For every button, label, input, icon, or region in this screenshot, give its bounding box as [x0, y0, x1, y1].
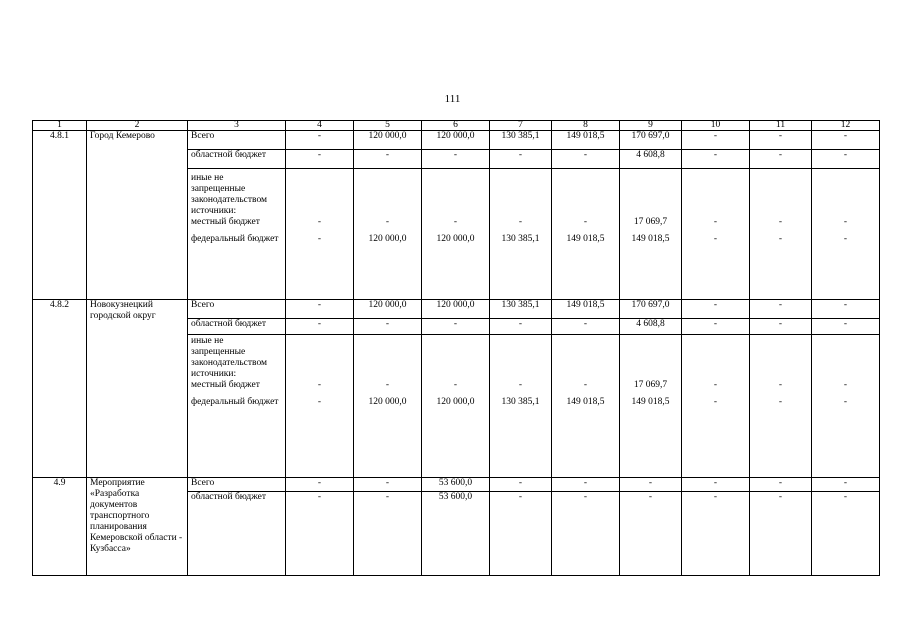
source-line: источники:: [191, 206, 237, 216]
value-cell: [812, 335, 880, 478]
value-cell: [286, 169, 354, 300]
value-cell: [750, 169, 812, 300]
value: -: [713, 217, 718, 227]
value-cell: -: [812, 300, 880, 319]
value: -: [453, 380, 458, 390]
value-cell: [286, 335, 354, 478]
value-cell: -: [620, 492, 682, 576]
value-cell: 4 608,8: [620, 319, 682, 335]
value-cell: -: [812, 319, 880, 335]
value-cell: -: [286, 131, 354, 150]
source-cell: [188, 169, 286, 300]
value-cell: -: [682, 300, 750, 319]
value-cell: 120 000,0: [422, 300, 490, 319]
value: -: [713, 397, 718, 407]
value-cell: 149 018,5: [552, 131, 620, 150]
source-line: запрещенные: [191, 347, 246, 357]
value-cell: -: [682, 319, 750, 335]
value-cell: -: [422, 150, 490, 169]
value: -: [778, 234, 783, 244]
value: 149 018,5: [566, 397, 605, 407]
value: -: [583, 217, 588, 227]
table-row: [33, 300, 880, 319]
value-cell: 120 000,0: [354, 131, 422, 150]
value-cell: -: [490, 478, 552, 492]
source-line: запрещенные: [191, 184, 246, 194]
column-header: 5: [354, 121, 422, 131]
value-cell: [354, 335, 422, 478]
value-cell: -: [812, 492, 880, 576]
value-cell: [490, 335, 552, 478]
value-cell: 149 018,5: [552, 300, 620, 319]
source-line: местный бюджет: [191, 217, 260, 227]
source-cell: [188, 335, 286, 478]
source-line: федеральный бюджет: [191, 234, 279, 244]
value: -: [518, 217, 523, 227]
value: 17 069,7: [633, 217, 668, 227]
value: 120 000,0: [436, 234, 475, 244]
value-cell: [422, 169, 490, 300]
value-cell: -: [750, 319, 812, 335]
value-cell: [750, 335, 812, 478]
source-cell: областной бюджет: [188, 319, 286, 335]
value-cell: 120 000,0: [354, 300, 422, 319]
value: 130 385,1: [501, 234, 540, 244]
value-cell: -: [422, 319, 490, 335]
value-cell: -: [286, 150, 354, 169]
source-cell: Всего: [188, 131, 286, 150]
value-cell: [354, 169, 422, 300]
column-header: 2: [87, 121, 188, 131]
value: -: [518, 380, 523, 390]
value-cell: -: [682, 150, 750, 169]
value-cell: -: [354, 492, 422, 576]
value-cell: -: [552, 319, 620, 335]
source-line: иные не: [191, 336, 224, 346]
source-cell: Всего: [188, 478, 286, 492]
source-cell: Всего: [188, 300, 286, 319]
value-cell: -: [812, 150, 880, 169]
column-header: 1: [33, 121, 87, 131]
source-line: законодательством: [191, 358, 268, 368]
value-cell: -: [750, 150, 812, 169]
value-cell: [490, 169, 552, 300]
value-cell: -: [286, 300, 354, 319]
value-cell: -: [490, 492, 552, 576]
value: 17 069,7: [633, 380, 668, 390]
value: -: [843, 217, 848, 227]
source-line: иные не: [191, 173, 224, 183]
value: 130 385,1: [501, 397, 540, 407]
value-cell: -: [682, 478, 750, 492]
value-cell: -: [354, 150, 422, 169]
column-header: 10: [682, 121, 750, 131]
column-header: 4: [286, 121, 354, 131]
value-cell: -: [286, 478, 354, 492]
column-header: 12: [812, 121, 880, 131]
column-header: 7: [490, 121, 552, 131]
value-cell: -: [750, 478, 812, 492]
value-cell: 170 697,0: [620, 131, 682, 150]
value: -: [713, 380, 718, 390]
value-cell: -: [812, 131, 880, 150]
value-cell: -: [490, 150, 552, 169]
value-cell: [552, 335, 620, 478]
value: -: [843, 397, 848, 407]
value-cell: [422, 335, 490, 478]
value-cell: [552, 169, 620, 300]
value-cell: [620, 335, 682, 478]
value-cell: -: [490, 319, 552, 335]
column-header: 8: [552, 121, 620, 131]
value-cell: -: [286, 492, 354, 576]
source-line: источники:: [191, 369, 237, 379]
value: -: [317, 397, 322, 407]
column-number-row: [33, 121, 880, 131]
value-cell: 4 608,8: [620, 150, 682, 169]
section-name: Город Кемерово: [87, 131, 188, 300]
value: -: [778, 217, 783, 227]
value-cell: -: [552, 150, 620, 169]
section-number: 4.8.1: [33, 131, 87, 300]
value-cell: -: [750, 131, 812, 150]
value: -: [317, 380, 322, 390]
value-cell: 130 385,1: [490, 131, 552, 150]
value-cell: -: [552, 492, 620, 576]
value-cell: 130 385,1: [490, 300, 552, 319]
value: -: [453, 217, 458, 227]
value-cell: -: [552, 478, 620, 492]
value: 120 000,0: [368, 397, 407, 407]
value-cell: -: [286, 319, 354, 335]
source-line: федеральный бюджет: [191, 397, 279, 407]
value: -: [778, 380, 783, 390]
value-cell: 120 000,0: [422, 131, 490, 150]
value-cell: -: [750, 492, 812, 576]
column-header: 9: [620, 121, 682, 131]
section-number: 4.9: [33, 478, 87, 576]
value: -: [317, 234, 322, 244]
value-cell: [682, 335, 750, 478]
value-cell: -: [682, 131, 750, 150]
column-header: 11: [750, 121, 812, 131]
value: 120 000,0: [436, 397, 475, 407]
budget-table: [32, 120, 880, 576]
value: 149 018,5: [631, 397, 670, 407]
source-line: местный бюджет: [191, 380, 260, 390]
value: -: [385, 217, 390, 227]
table-row: [33, 131, 880, 150]
source-cell: областной бюджет: [188, 150, 286, 169]
value: -: [843, 234, 848, 244]
value-cell: [812, 169, 880, 300]
value-cell: -: [682, 492, 750, 576]
column-header: 3: [188, 121, 286, 131]
value: -: [583, 380, 588, 390]
section-number: 4.8.2: [33, 300, 87, 478]
section-name: Новокузнецкий городской округ: [87, 300, 188, 478]
value: -: [385, 380, 390, 390]
section-name: Мероприятие «Разработка документов транспортного планирования Кемеровской области - Кузбасса»: [87, 478, 188, 576]
source-line: законодательством: [191, 195, 268, 205]
value: 120 000,0: [368, 234, 407, 244]
value-cell: -: [750, 300, 812, 319]
value-cell: [620, 169, 682, 300]
value-cell: -: [620, 478, 682, 492]
value: 149 018,5: [631, 234, 670, 244]
value-cell: 53 600,0: [422, 492, 490, 576]
source-cell: областной бюджет: [188, 492, 286, 576]
value-cell: -: [812, 478, 880, 492]
table-row: [33, 478, 880, 492]
column-header: 6: [422, 121, 490, 131]
page-number: 111: [444, 93, 461, 105]
value-cell: -: [354, 319, 422, 335]
value-cell: -: [354, 478, 422, 492]
value: 149 018,5: [566, 234, 605, 244]
value-cell: 53 600,0: [422, 478, 490, 492]
value: -: [843, 380, 848, 390]
value-cell: [682, 169, 750, 300]
value: -: [713, 234, 718, 244]
value: -: [778, 397, 783, 407]
value-cell: 170 697,0: [620, 300, 682, 319]
value: -: [317, 217, 322, 227]
